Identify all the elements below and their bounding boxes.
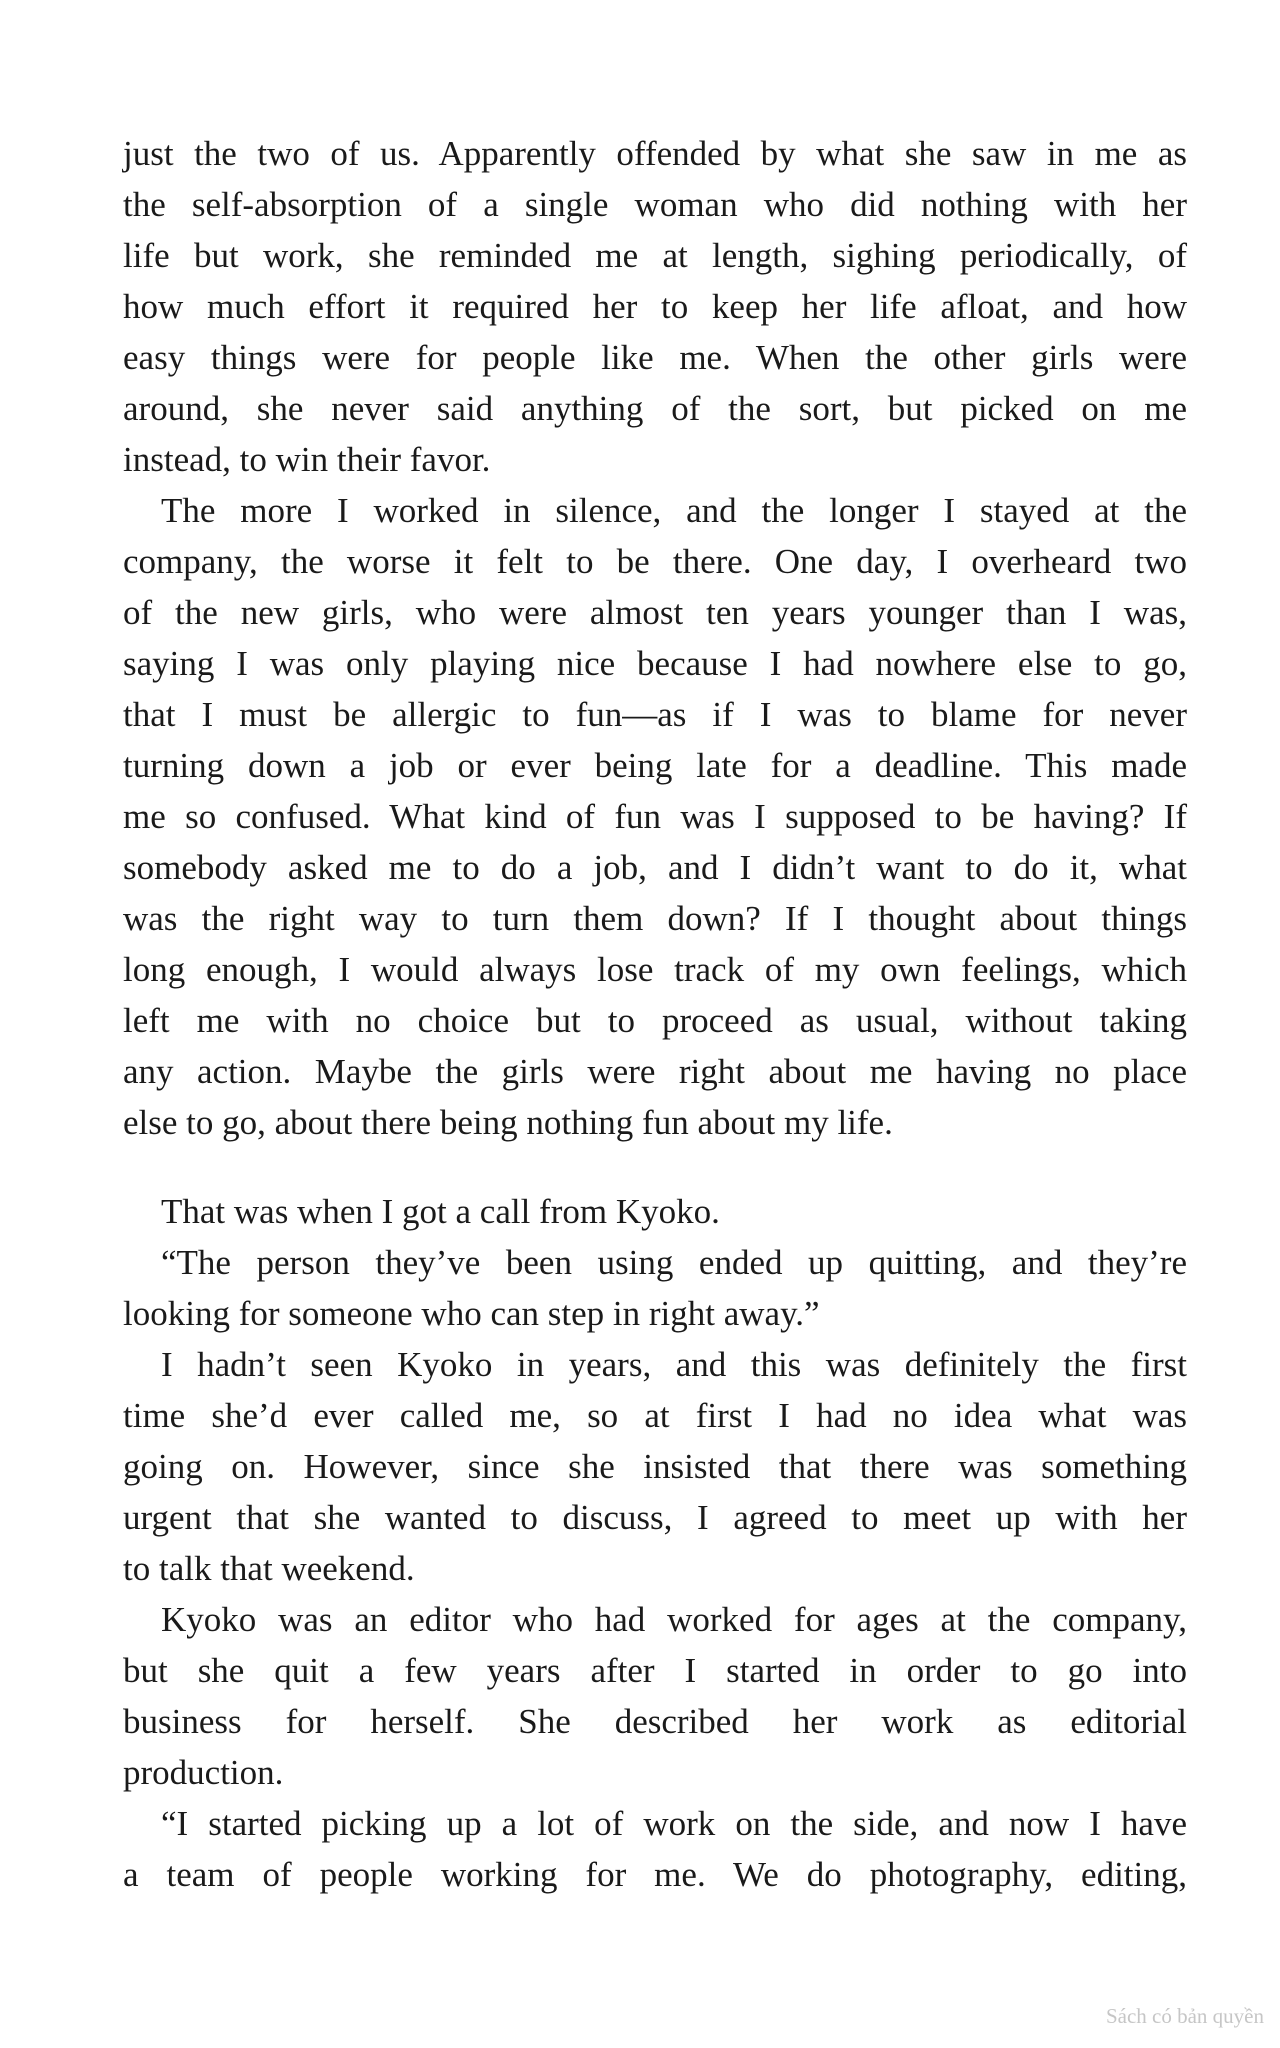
paragraph: [123, 1339, 1187, 1594]
text-line: “I started picking up a lot of work on the side, and now I have: [161, 1804, 1187, 1843]
text-line: how much effort it required her to keep her life afloat, and how: [123, 287, 1187, 326]
text-line: I hadn’t seen Kyoko in years, and this was definitely the first: [161, 1345, 1187, 1384]
text-line: “The person they’ve been using ended up quitting, and they’re: [161, 1243, 1187, 1282]
text-line: The more I worked in silence, and the longer I stayed at the: [161, 491, 1187, 530]
text-line: easy things were for people like me. When the other girls were: [123, 338, 1187, 377]
text-line: instead, to win their favor.: [123, 440, 491, 479]
text-line: left me with no choice but to proceed as usual, without taking: [123, 1001, 1187, 1040]
body-text: [123, 128, 1187, 1900]
text-line: any action. Maybe the girls were right about me having no place: [123, 1052, 1187, 1091]
text-line: looking for someone who can step in right away.”: [123, 1294, 820, 1333]
text-line: life but work, she reminded me at length, sighing periodically, of: [123, 236, 1187, 275]
text-line: saying I was only playing nice because I had nowhere else to go,: [123, 644, 1187, 683]
paragraph: [123, 1237, 1187, 1339]
text-line: long enough, I would always lose track of my own feelings, which: [123, 950, 1187, 989]
paragraph: [123, 485, 1187, 1148]
text-line: time she’d ever called me, so at first I had no idea what was: [123, 1396, 1187, 1435]
text-line: a team of people working for me. We do photography, editing,: [123, 1855, 1187, 1894]
text-line: production.: [123, 1753, 284, 1792]
text-line: Kyoko was an editor who had worked for ages at the company,: [161, 1600, 1187, 1639]
text-line: the self-absorption of a single woman who did nothing with her: [123, 185, 1187, 224]
copyright-watermark: Sách có bản quyền: [1105, 2004, 1264, 2028]
paragraph: [123, 128, 1187, 485]
text-line: somebody asked me to do a job, and I didn’t want to do it, what: [123, 848, 1187, 887]
text-line: turning down a job or ever being late for a deadline. This made: [123, 746, 1187, 785]
text-line: urgent that she wanted to discuss, I agreed to meet up with her: [123, 1498, 1187, 1537]
text-line: going on. However, since she insisted that there was something: [123, 1447, 1187, 1486]
text-line: That was when I got a call from Kyoko.: [161, 1192, 720, 1231]
paragraph: [123, 1186, 1187, 1237]
text-line: was the right way to turn them down? If I thought about things: [123, 899, 1187, 938]
paragraph: [123, 1594, 1187, 1798]
paragraph: [123, 1798, 1187, 1900]
text-line: around, she never said anything of the sort, but picked on me: [123, 389, 1187, 428]
text-line: me so confused. What kind of fun was I supposed to be having? If: [123, 797, 1187, 836]
text-line: to talk that weekend.: [123, 1549, 415, 1588]
text-line: business for herself. She described her work as editorial: [123, 1702, 1187, 1741]
text-line: else to go, about there being nothing fun about my life.: [123, 1103, 893, 1142]
text-line: that I must be allergic to fun—as if I was to blame for never: [123, 695, 1187, 734]
text-line: but she quit a few years after I started in order to go into: [123, 1651, 1187, 1690]
text-line: of the new girls, who were almost ten years younger than I was,: [123, 593, 1187, 632]
text-line: company, the worse it felt to be there. One day, I overheard two: [123, 542, 1187, 581]
text-line: just the two of us. Apparently offended by what she saw in me as: [123, 134, 1187, 173]
